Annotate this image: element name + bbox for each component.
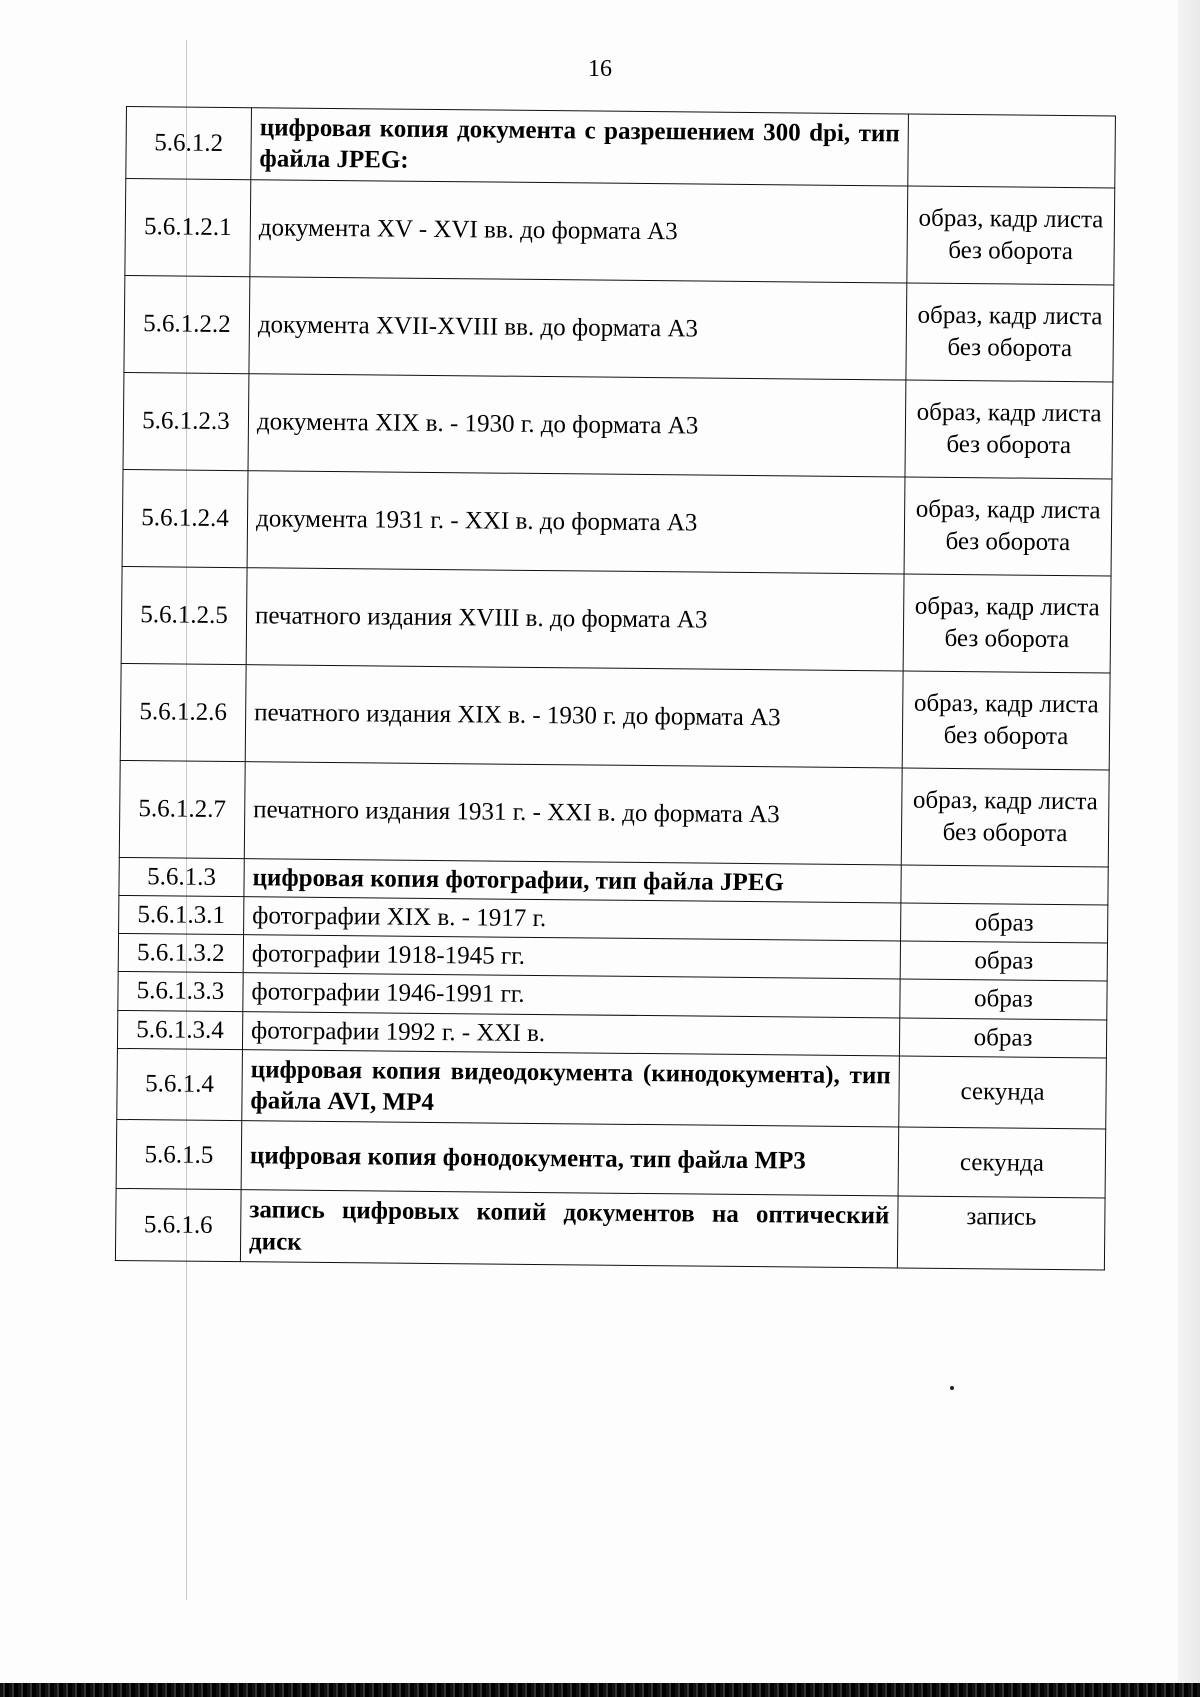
row-unit: образ xyxy=(901,903,1108,943)
row-number: 5.6.1.5 xyxy=(116,1120,242,1190)
row-number: 5.6.1.3.4 xyxy=(117,1010,242,1049)
row-unit: образ xyxy=(899,1017,1106,1057)
row-unit: образ, кадр листа без оборота xyxy=(907,186,1115,285)
table-row xyxy=(121,566,1111,672)
row-number: 5.6.1.2.2 xyxy=(124,275,250,373)
row-unit: образ, кадр листа без оборота xyxy=(905,379,1113,478)
row-unit: образ, кадр листа без оборота xyxy=(904,476,1112,575)
table-row xyxy=(122,469,1112,575)
table-row xyxy=(115,1189,1105,1270)
row-description: документа XVII-XVIII вв. до формата А3 xyxy=(249,276,907,379)
row-number: 5.6.1.2.5 xyxy=(121,566,247,664)
row-unit: образ, кадр листа без оборота xyxy=(903,573,1111,672)
row-number: 5.6.1.2.4 xyxy=(122,469,248,567)
row-description: печатного издания XIX в. - 1930 г. до формата А3 xyxy=(245,664,903,767)
row-description: запись цифровых копий документов на оптический диск xyxy=(240,1190,898,1268)
row-unit: образ, кадр листа без оборота xyxy=(906,283,1114,382)
row-description: цифровая копия фотографии, тип файла JPEG xyxy=(244,858,901,903)
row-number: 5.6.1.2 xyxy=(126,107,252,180)
table-row xyxy=(117,1048,1107,1129)
row-number: 5.6.1.3.2 xyxy=(118,933,243,972)
row-unit: запись xyxy=(897,1196,1105,1269)
row-number: 5.6.1.4 xyxy=(117,1048,243,1121)
row-number: 5.6.1.2.3 xyxy=(123,372,249,470)
row-description: цифровая копия документа с разрешением 300 dpi, тип файла JPEG: xyxy=(251,108,909,186)
row-unit xyxy=(908,114,1116,187)
row-unit: образ xyxy=(900,979,1107,1019)
ink-dot xyxy=(950,1386,954,1390)
row-description: фотографии 1992 г. - XXI в. xyxy=(242,1011,899,1056)
row-description: цифровая копия фонодокумента, тип файла МР3 xyxy=(241,1121,899,1196)
row-number: 5.6.1.3 xyxy=(119,857,244,896)
scan-edge-right xyxy=(1178,0,1200,1697)
table-row xyxy=(124,275,1114,381)
row-description: документа XIX в. - 1930 г. до формата А3 xyxy=(248,373,906,476)
row-description: фотографии XIX в. - 1917 г. xyxy=(244,896,901,941)
table-row xyxy=(125,178,1115,284)
tariff-table xyxy=(115,106,1116,1270)
row-description: цифровая копия видеодокумента (кинодокумента), тип файла AVI, МР4 xyxy=(242,1049,900,1127)
row-description: документа 1931 г. - XXI в. до формата А3 xyxy=(247,470,905,573)
table-row xyxy=(116,1120,1106,1198)
row-description: фотографии 1946-1991 гг. xyxy=(243,973,900,1018)
row-unit xyxy=(901,864,1108,904)
row-unit: образ, кадр листа без оборота xyxy=(902,670,1110,769)
scan-edge-bottom xyxy=(0,1683,1200,1697)
row-unit: секунда xyxy=(899,1056,1107,1129)
table-row xyxy=(119,760,1109,866)
row-number: 5.6.1.6 xyxy=(115,1189,241,1262)
row-number: 5.6.1.3.3 xyxy=(118,972,243,1011)
row-description: печатного издания 1931 г. - XXI в. до формата А3 xyxy=(244,761,902,864)
row-number: 5.6.1.3.1 xyxy=(119,895,244,934)
row-description: документа XV - XVI вв. до формата А3 xyxy=(250,179,908,282)
row-description: печатного издания XVIII в. до формата А3 xyxy=(246,567,904,670)
table-row xyxy=(123,372,1113,478)
row-number: 5.6.1.2.6 xyxy=(120,663,246,761)
row-unit: секунда xyxy=(898,1127,1106,1198)
row-number: 5.6.1.2.7 xyxy=(119,760,245,858)
row-number: 5.6.1.2.1 xyxy=(125,178,251,276)
row-description: фотографии 1918-1945 гг. xyxy=(243,935,900,980)
table-row xyxy=(126,107,1116,188)
page-number: 16 xyxy=(588,56,612,82)
table-row xyxy=(120,663,1110,769)
row-unit: образ, кадр листа без оборота xyxy=(901,767,1109,866)
row-unit: образ xyxy=(900,941,1107,981)
